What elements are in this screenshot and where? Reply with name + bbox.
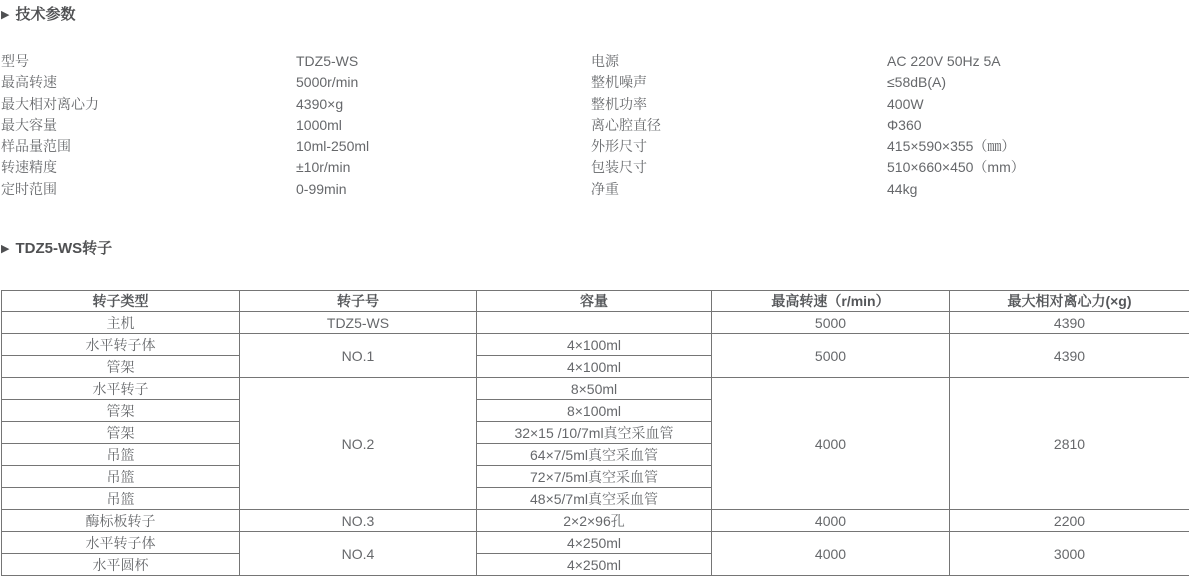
spec-label: 整机噪声 [591,74,647,91]
spec-label: 外形尺寸 [591,138,647,155]
spec-value: ≤58dB(A) [887,74,947,91]
table-header-row [2,291,1189,312]
column-header-max-speed: 最高转速（r/min） [712,291,950,312]
spec-value: 44kg [887,180,918,197]
rotor-section-title [1,241,1189,257]
spec-value: 0-99min [296,180,347,197]
rotor-type-cell: 主机 [2,312,240,334]
spec-label: 型号 [1,53,29,69]
spec-value: 4390×g [296,95,344,112]
rotor-no-cell: NO.3 [240,510,477,532]
spec-value: 400W [887,95,924,112]
spec-label: 样品量范围 [1,138,71,155]
spec-label: 最高转速 [1,74,57,91]
spec-value: Φ360 [887,116,922,133]
capacity-cell: 48×5/7ml真空采血管 [477,488,712,510]
rotor-table [1,290,1189,576]
spec-value: TDZ5-WS [296,53,359,69]
rotor-no-cell: NO.4 [240,532,477,576]
max-speed-cell: 5000 [712,334,950,378]
rotor-type-cell: 水平转子体 [2,532,240,554]
section-title-text: 技术参数 [15,6,76,23]
capacity-cell: 72×7/5ml真空采血管 [477,466,712,488]
capacity-cell: 4×100ml [477,334,712,356]
max-speed-cell: 5000 [712,312,950,334]
spec-value: ±10r/min [296,159,351,176]
max-speed-cell: 4000 [712,510,950,532]
spec-label: 最大相对离心力 [1,95,99,112]
column-header-rotor-no: 转子号 [240,291,477,312]
max-speed-cell: 4000 [712,378,950,510]
table-row [2,510,1189,532]
capacity-cell: 4×250ml [477,554,712,576]
column-header-capacity: 容量 [477,291,712,312]
spec-label: 包装尺寸 [591,159,647,176]
triangle-bullet-icon: ▶ [1,9,10,21]
capacity-cell: 64×7/5ml真空采血管 [477,444,712,466]
spec-value: 10ml-250ml [296,138,370,155]
spec-label: 净重 [591,180,619,197]
spec-value: AC 220V 50Hz 5A [887,53,1001,69]
spec-value: 5000r/min [296,74,359,91]
rotor-type-cell: 吊篮 [2,466,240,488]
capacity-cell: 32×15 /10/7ml真空采血管 [477,422,712,444]
max-rcf-cell: 3000 [950,532,1189,576]
rotor-type-cell: 管架 [2,422,240,444]
rotor-no-cell: NO.2 [240,378,477,510]
max-rcf-cell: 2200 [950,510,1189,532]
spec-label: 定时范围 [1,180,57,197]
table-row [2,334,1189,356]
max-rcf-cell: 2810 [950,378,1189,510]
rotor-no-cell: TDZ5-WS [240,312,477,334]
max-rcf-cell: 4390 [950,334,1189,378]
capacity-cell [477,312,712,334]
column-header-max-rcf: 最大相对离心力(×g) [950,291,1189,312]
capacity-cell: 4×100ml [477,356,712,378]
capacity-cell: 8×50ml [477,378,712,400]
section-title-text: TDZ5-WS转子 [15,240,113,258]
max-rcf-cell: 4390 [950,312,1189,334]
rotor-type-cell: 管架 [2,356,240,378]
spec-value: 415×590×355（㎜） [887,138,1016,155]
spec-label: 整机功率 [591,95,647,112]
spec-label: 最大容量 [1,116,57,133]
spec-label: 离心腔直径 [591,116,661,133]
rotor-type-cell: 管架 [2,400,240,422]
rotor-type-cell: 水平转子 [2,378,240,400]
spec-value: 1000ml [296,116,342,133]
column-header-rotor-type: 转子类型 [2,291,240,312]
capacity-cell: 8×100ml [477,400,712,422]
rotor-type-cell: 水平转子体 [2,334,240,356]
table-row [2,378,1189,400]
spec-value: 510×660×450（mm） [887,159,1025,176]
table-row [2,532,1189,554]
spec-label: 转速精度 [1,159,57,176]
rotor-type-cell: 酶标板转子 [2,510,240,532]
rotor-type-cell: 水平圆杯 [2,554,240,576]
capacity-cell: 4×250ml [477,532,712,554]
rotor-type-cell: 吊篮 [2,488,240,510]
triangle-bullet-icon: ▶ [1,243,10,256]
max-speed-cell: 4000 [712,532,950,576]
tech-params-section-title [1,0,1189,23]
capacity-cell: 2×2×96孔 [477,510,712,532]
spec-list [1,51,1189,200]
rotor-type-cell: 吊篮 [2,444,240,466]
rotor-no-cell: NO.1 [240,334,477,378]
spec-label: 电源 [591,53,619,69]
table-row [2,312,1189,334]
